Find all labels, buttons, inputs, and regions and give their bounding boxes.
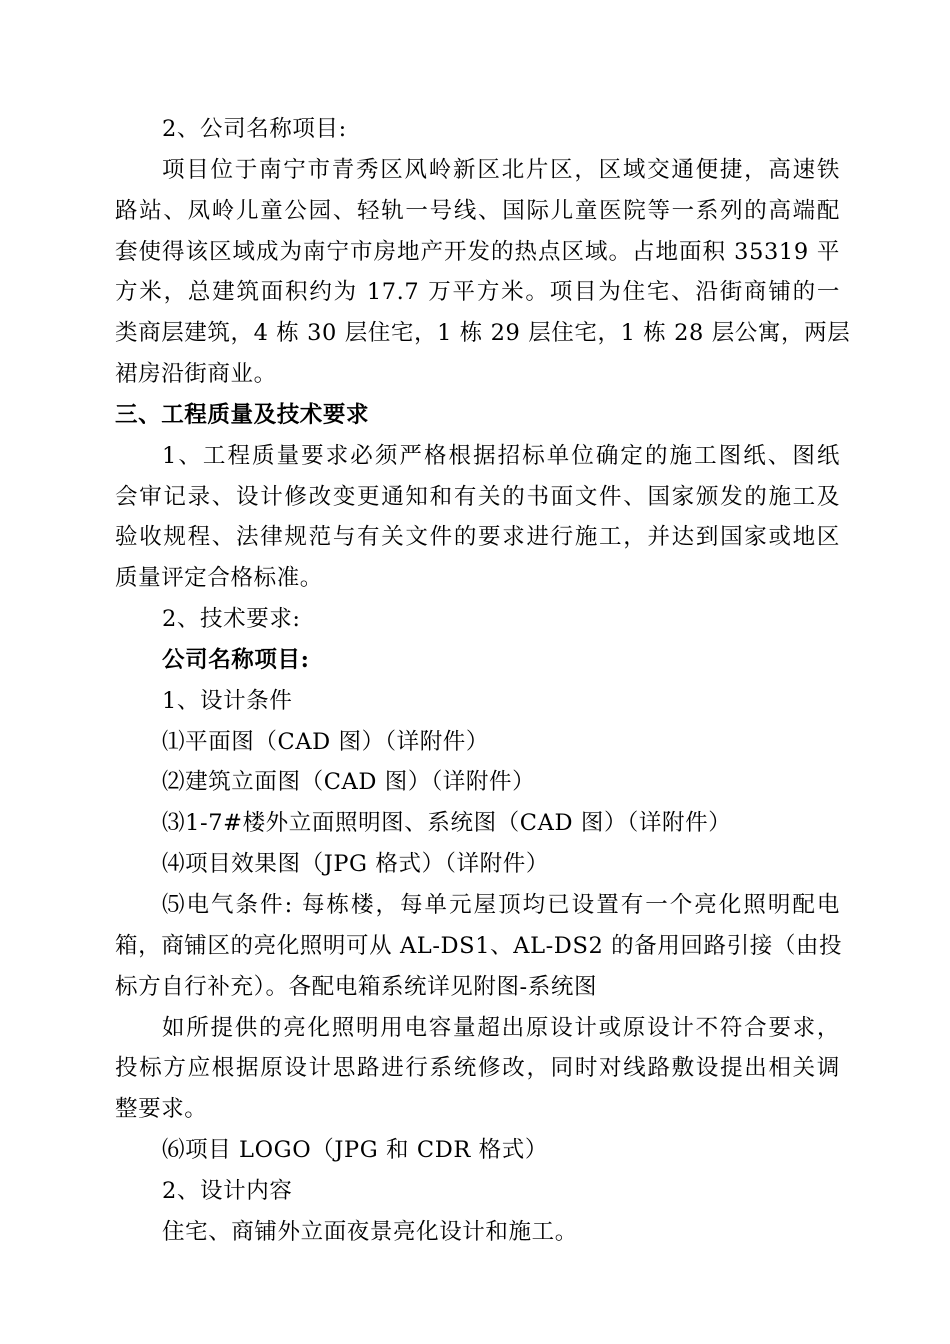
paragraph-line: 住宅、商铺外立面夜景亮化设计和施工。 — [162, 1219, 578, 1245]
paragraph-line: 项目位于南宁市青秀区风岭新区北片区，区域交通便捷，高速铁 — [162, 157, 840, 183]
list-item: ⑵建筑立面图（CAD 图）（详附件） — [162, 769, 536, 795]
paragraph-line: 套使得该区域成为南宁市房地产开发的热点区域。占地面积 35319 平 — [115, 239, 840, 265]
project-heading: 公司名称项目: — [162, 647, 310, 673]
paragraph-line: 路站、凤岭儿童公园、轻轨一号线、国际儿童医院等一系列的高端配 — [115, 198, 840, 224]
paragraph-line: 整要求。 — [115, 1096, 208, 1122]
paragraph-line: 箱，商铺区的亮化照明可从 AL-DS1、AL-DS2 的备用回路引接（由投 — [115, 933, 843, 959]
subsection-heading: 2、设计内容 — [162, 1178, 293, 1204]
list-item: ⑶1-7#楼外立面照明图、系统图（CAD 图）（详附件） — [162, 810, 732, 836]
paragraph-line: 验收规程、法律规范与有关文件的要求进行施工，并达到国家或地区 — [115, 524, 840, 550]
paragraph-line: 裙房沿街商业。 — [115, 361, 277, 387]
paragraph-line: 质量评定合格标准。 — [115, 565, 323, 591]
list-item: ⑷项目效果图（JPG 格式）（详附件） — [162, 851, 549, 877]
paragraph-line: 投标方应根据原设计思路进行系统修改，同时对线路敷设提出相关调 — [115, 1055, 840, 1081]
list-item: ⑴平面图（CAD 图）（详附件） — [162, 729, 490, 755]
list-item: ⑹项目 LOGO（JPG 和 CDR 格式） — [162, 1137, 548, 1163]
paragraph-line: 会审记录、设计修改变更通知和有关的书面文件、国家颁发的施工及 — [115, 484, 840, 510]
list-item: ⑸电气条件: 每栋楼，每单元屋顶均已设置有一个亮化照明配电 — [162, 892, 840, 918]
paragraph-line: 方米，总建筑面积约为 17.7 万平方米。项目为住宅、沿街商铺的一 — [115, 279, 840, 305]
section-2-heading: 2、公司名称项目: — [162, 116, 347, 142]
paragraph-line: 如所提供的亮化照明用电容量超出原设计或原设计不符合要求， — [162, 1015, 840, 1041]
paragraph-line: 1、工程质量要求必须严格根据招标单位确定的施工图纸、图纸 — [162, 443, 840, 469]
paragraph-line: 类商层建筑，4 栋 30 层住宅，1 栋 29 层住宅，1 栋 28 层公寓，两层 — [115, 320, 851, 346]
subsection-heading: 1、设计条件 — [162, 688, 293, 714]
subsection-heading: 2、技术要求: — [162, 606, 301, 632]
paragraph-line: 标方自行补充）。各配电箱系统详见附图-系统图 — [115, 974, 598, 1000]
section-3-heading: 三、工程质量及技术要求 — [115, 402, 370, 428]
